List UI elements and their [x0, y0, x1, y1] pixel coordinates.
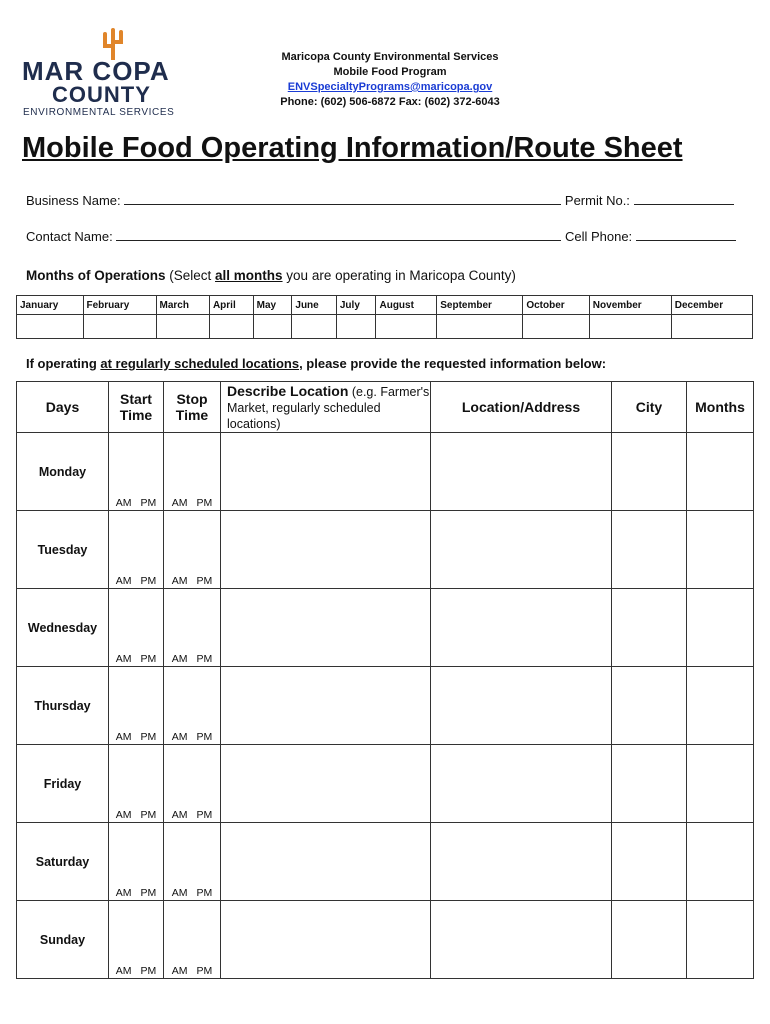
- start-time-cell[interactable]: [109, 433, 164, 511]
- month-select-cell[interactable]: [253, 315, 292, 339]
- schedule-row: [17, 433, 754, 511]
- months-cell[interactable]: [687, 511, 754, 589]
- business-name-field[interactable]: [124, 194, 561, 205]
- describe-location-cell[interactable]: [221, 511, 431, 589]
- start-time-cell[interactable]: [109, 823, 164, 901]
- logo-line-2: COUNTY: [52, 82, 151, 107]
- business-name-label: Business Name:: [26, 193, 121, 208]
- city-cell[interactable]: [612, 433, 687, 511]
- month-cell: January: [17, 296, 84, 315]
- month-select-cell[interactable]: [437, 315, 523, 339]
- describe-location-cell[interactable]: [221, 589, 431, 667]
- city-cell[interactable]: [612, 745, 687, 823]
- month-select-cell[interactable]: [336, 315, 376, 339]
- day-label: Thursday: [17, 667, 109, 745]
- schedule-label-a: If operating: [26, 356, 101, 371]
- stop-time-cell[interactable]: [164, 901, 221, 979]
- am-pm-label[interactable]: AM PM: [171, 653, 213, 665]
- describe-location-header: [221, 382, 431, 433]
- start-time-cell[interactable]: [109, 667, 164, 745]
- schedule-table: [16, 381, 754, 979]
- stop-time-cell[interactable]: [164, 667, 221, 745]
- months-header-row: [17, 296, 753, 315]
- org-name: Maricopa County Environmental Services: [281, 51, 499, 63]
- month-select-cell[interactable]: [292, 315, 336, 339]
- am-pm-label[interactable]: AM PM: [171, 809, 213, 821]
- schedule-row: [17, 901, 754, 979]
- business-row: [26, 193, 734, 208]
- describe-location-cell[interactable]: [221, 901, 431, 979]
- schedule-row: [17, 511, 754, 589]
- am-pm-label[interactable]: AM PM: [171, 731, 213, 743]
- schedule-row: [17, 589, 754, 667]
- stop-time-cell[interactable]: [164, 823, 221, 901]
- cell-phone-field[interactable]: [636, 230, 736, 241]
- month-cell: October: [523, 296, 589, 315]
- schedule-row: [17, 667, 754, 745]
- city-cell[interactable]: [612, 823, 687, 901]
- am-pm-label[interactable]: AM PM: [115, 575, 157, 587]
- stop-time-header: Stop Time: [164, 382, 221, 433]
- month-select-cell[interactable]: [83, 315, 156, 339]
- logo-line-1: MAR COPA: [22, 56, 170, 86]
- am-pm-label[interactable]: AM PM: [115, 809, 157, 821]
- day-label: Tuesday: [17, 511, 109, 589]
- location-address-cell[interactable]: [431, 901, 612, 979]
- am-pm-label[interactable]: AM PM: [115, 653, 157, 665]
- location-address-cell[interactable]: [431, 511, 612, 589]
- months-label-emph: all months: [215, 268, 283, 283]
- months-label-b: (Select: [165, 268, 216, 283]
- start-time-cell[interactable]: [109, 589, 164, 667]
- cactus-icon: [99, 26, 127, 60]
- permit-no-field[interactable]: [634, 194, 734, 205]
- logo-line-3: ENVIRONMENTAL SERVICES: [23, 107, 175, 118]
- schedule-label-emph: at regularly scheduled locations: [100, 356, 300, 371]
- am-pm-label[interactable]: AM PM: [115, 731, 157, 743]
- describe-location-bold: Describe Location: [227, 382, 349, 399]
- months-cell[interactable]: [687, 433, 754, 511]
- months-label-bold: Months of Operations: [26, 268, 166, 283]
- months-cell[interactable]: [687, 901, 754, 979]
- start-time-cell[interactable]: [109, 745, 164, 823]
- month-select-cell[interactable]: [376, 315, 437, 339]
- describe-location-cell[interactable]: [221, 433, 431, 511]
- city-header: City: [612, 382, 687, 433]
- months-table: [16, 295, 753, 339]
- location-address-cell[interactable]: [431, 433, 612, 511]
- start-time-header: Start Time: [109, 382, 164, 433]
- am-pm-label[interactable]: AM PM: [115, 887, 157, 899]
- phone-fax: Phone: (602) 506-6872 Fax: (602) 372-6043: [280, 96, 500, 108]
- month-cell: May: [253, 296, 292, 315]
- days-header: Days: [17, 382, 109, 433]
- stop-time-cell[interactable]: [164, 511, 221, 589]
- schedule-row: [17, 745, 754, 823]
- month-cell: April: [209, 296, 253, 315]
- am-pm-label[interactable]: AM PM: [171, 575, 213, 587]
- city-cell[interactable]: [612, 667, 687, 745]
- program-name: Mobile Food Program: [333, 66, 447, 78]
- day-label: Sunday: [17, 901, 109, 979]
- page-title: Mobile Food Operating Information/Route Sheet: [22, 132, 683, 164]
- header-contact-block: [260, 50, 520, 110]
- city-cell[interactable]: [612, 589, 687, 667]
- stop-time-cell[interactable]: [164, 589, 221, 667]
- months-cell[interactable]: [687, 667, 754, 745]
- location-address-cell[interactable]: [431, 667, 612, 745]
- month-cell: July: [336, 296, 376, 315]
- schedule-body: [17, 433, 754, 979]
- schedule-row: [17, 823, 754, 901]
- start-time-cell[interactable]: [109, 901, 164, 979]
- month-select-cell[interactable]: [589, 315, 671, 339]
- month-cell: March: [156, 296, 209, 315]
- month-select-cell[interactable]: [17, 315, 84, 339]
- day-label: Monday: [17, 433, 109, 511]
- schedule-label-c: , please provide the requested information below:: [299, 356, 607, 371]
- month-cell: February: [83, 296, 156, 315]
- contact-row: [26, 229, 736, 244]
- contact-name-label: Contact Name:: [26, 229, 113, 244]
- maricopa-county-logo: [22, 26, 182, 121]
- month-select-cell[interactable]: [523, 315, 589, 339]
- describe-location-cell[interactable]: [221, 745, 431, 823]
- permit-no-label: Permit No.:: [564, 193, 630, 208]
- am-pm-label[interactable]: AM PM: [171, 887, 213, 899]
- stop-time-cell[interactable]: [164, 433, 221, 511]
- contact-name-field[interactable]: [116, 230, 561, 241]
- month-select-cell[interactable]: [209, 315, 253, 339]
- months-header: Months: [687, 382, 754, 433]
- months-cell[interactable]: [687, 745, 754, 823]
- schedule-header-row: [17, 382, 754, 433]
- month-cell: August: [376, 296, 437, 315]
- describe-location-rest: (e.g. Farmer's Market, regularly scheduled locations): [227, 384, 430, 431]
- schedule-label: [26, 356, 606, 371]
- month-cell: June: [292, 296, 336, 315]
- location-address-header: Location/Address: [431, 382, 612, 433]
- location-address-cell[interactable]: [431, 823, 612, 901]
- location-address-cell[interactable]: [431, 745, 612, 823]
- cell-phone-label: Cell Phone:: [564, 229, 633, 244]
- start-time-cell[interactable]: [109, 511, 164, 589]
- am-pm-label[interactable]: AM PM: [115, 497, 157, 509]
- day-label: Saturday: [17, 823, 109, 901]
- day-label: Wednesday: [17, 589, 109, 667]
- am-pm-label[interactable]: AM PM: [171, 965, 213, 977]
- months-cell[interactable]: [687, 589, 754, 667]
- month-cell: December: [671, 296, 752, 315]
- location-address-cell[interactable]: [431, 589, 612, 667]
- am-pm-label[interactable]: AM PM: [171, 497, 213, 509]
- months-label-d: you are operating in Maricopa County): [282, 268, 516, 283]
- day-label: Friday: [17, 745, 109, 823]
- email-link[interactable]: ENVSpecialtyPrograms@maricopa.gov: [287, 81, 493, 93]
- describe-location-cell[interactable]: [221, 823, 431, 901]
- months-select-row: [17, 315, 753, 339]
- stop-time-cell[interactable]: [164, 745, 221, 823]
- describe-location-cell[interactable]: [221, 667, 431, 745]
- month-cell: September: [437, 296, 523, 315]
- months-label: [26, 268, 516, 283]
- month-select-cell[interactable]: [156, 315, 209, 339]
- am-pm-label[interactable]: AM PM: [115, 965, 157, 977]
- city-cell[interactable]: [612, 901, 687, 979]
- months-cell[interactable]: [687, 823, 754, 901]
- city-cell[interactable]: [612, 511, 687, 589]
- month-select-cell[interactable]: [671, 315, 752, 339]
- month-cell: November: [589, 296, 671, 315]
